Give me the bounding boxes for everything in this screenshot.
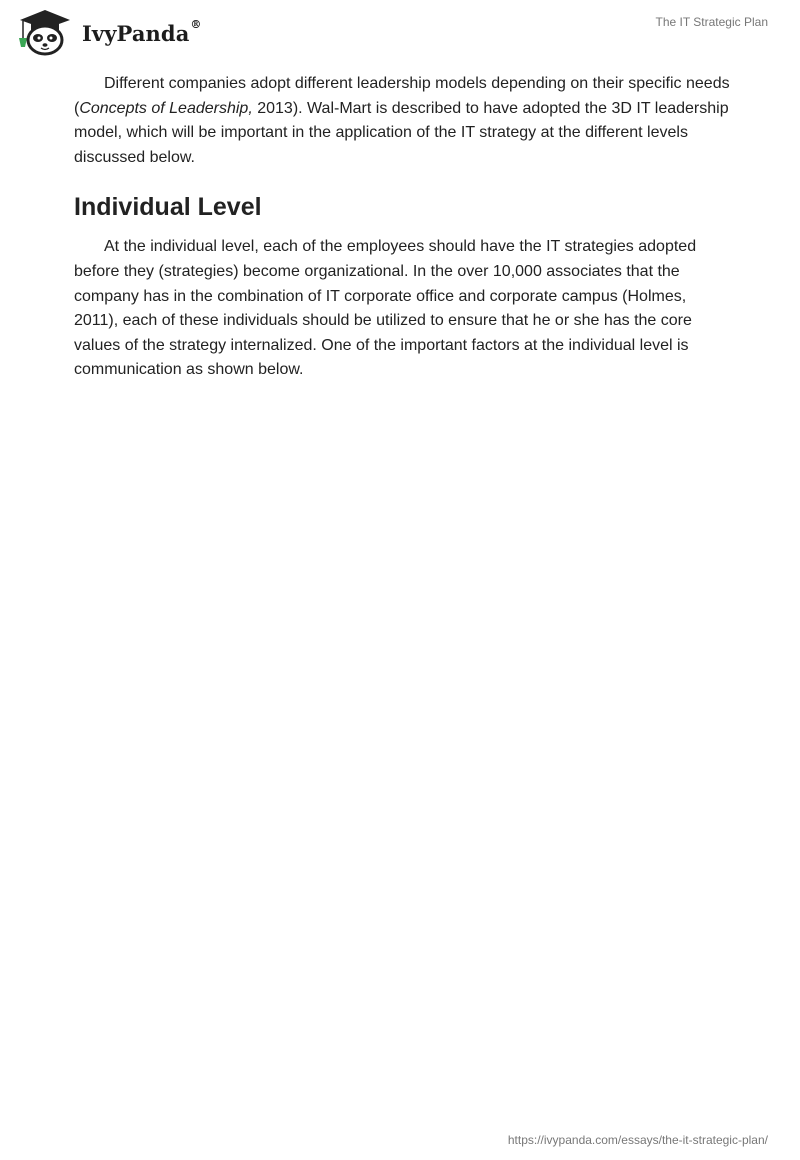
section-heading: Individual Level xyxy=(74,193,262,222)
logo[interactable] xyxy=(14,8,202,56)
paragraph: Different companies adopt different leadership models depending on their specific needs (Concepts of Leadership, 2013). Wal-Mart is described to have adopted the 3D IT leadership model, which will be important in the application of the IT strategy at the different levels discussed below. xyxy=(74,75,730,166)
page-header xyxy=(0,0,800,64)
running-title: The IT Strategic Plan xyxy=(655,15,768,29)
article-body xyxy=(74,72,734,383)
source-url[interactable]: https://ivypanda.com/essays/the-it-strategic-plan/ xyxy=(507,1133,768,1147)
paragraph: At the individual level, each of the employees should have the IT strategies adopted before they (strategies) become organizational. In the over 10,000 associates that the company has in the combination of IT corporate office and corporate campus (Holmes, 2011), each of these individuals should be utilized to ensure that he or she has the core values of the strategy internalized. One of the important factors at the individual level is communication as shown below. xyxy=(74,238,697,379)
citation-title: Concepts of Leadership, xyxy=(79,99,253,117)
brand-name: IvyPanda® xyxy=(82,17,202,46)
panda-logo-icon xyxy=(14,8,76,56)
